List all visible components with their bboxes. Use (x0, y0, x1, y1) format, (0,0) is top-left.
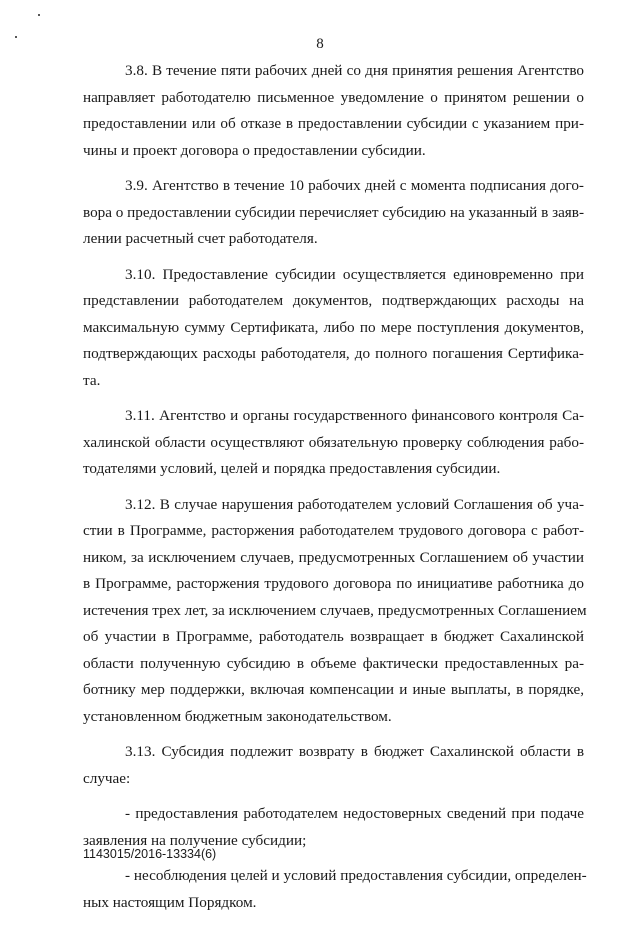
text-line: ником, за исключением случаев, предусмотренных Соглашением об участии (83, 548, 584, 566)
text-line: предоставлении или об отказе в предоставлении субсидии с указанием при- (83, 115, 584, 132)
text-line: 3.8. В течение пяти рабочих дней со дня принятия решения Агентство (125, 62, 584, 79)
paragraph (83, 262, 584, 395)
paragraph (83, 739, 584, 792)
text-line: направляет работодателю письменное уведомление о принятом решении о (83, 88, 584, 106)
page-number: 8 (316, 36, 324, 52)
text-line: 3.12. В случае нарушения работодателем условий Соглашения об уча- (125, 495, 584, 513)
text-line: стии в Программе, расторжения работодателем трудового договора с работ- (83, 522, 584, 539)
scan-speck (38, 14, 40, 16)
text-line: 3.10. Предоставление субсидии осуществляется единовременно при (125, 265, 584, 283)
text-line: 3.11. Агентство и органы государственного финансового контроля Са- (125, 407, 584, 424)
text-line: тодателями условий, целей и порядка предоставления субсидии. (83, 460, 501, 477)
text-line: подтверждающих расходы работодателя, до полного погашения Сертифика- (83, 345, 584, 362)
text-line: - предоставления работодателем недостоверных сведений при подаче (125, 805, 584, 822)
text-line: ботнику мер поддержки, включая компенсации и иные выплаты, в порядке, (83, 681, 584, 698)
paragraph (83, 863, 587, 916)
document-code: 1143015/2016-13334(6) (83, 847, 217, 861)
text-line: та. (83, 371, 101, 389)
text-line: истечения трех лет, за исключением случаев, предусмотренных Соглашением (83, 601, 587, 619)
text-line: максимальную сумму Сертификата, либо по мере поступления документов, (83, 318, 584, 336)
paragraph (83, 173, 584, 253)
text-line: заявления на получение субсидии; (83, 831, 307, 849)
paragraph (83, 403, 584, 483)
text-line: установленном бюджетным законодательством. (83, 707, 392, 725)
text-line: об участии в Программе, работодатель возвращает в бюджет Сахалинской (83, 628, 584, 645)
text-line: в Программе, расторжения трудового договора по инициативе работника до (83, 575, 584, 592)
text-line: случае: (83, 769, 131, 787)
text-line: лении расчетный счет работодателя. (83, 230, 318, 247)
text-line: 3.13. Субсидия подлежит возврату в бюджет Сахалинской области в (125, 743, 584, 760)
text-line: чины и проект договора о предоставлении субсидии. (83, 141, 426, 159)
text-line: халинской области осуществляют обязательную проверку соблюдения рабо- (83, 433, 584, 451)
paragraph (83, 492, 587, 731)
text-line: - несоблюдения целей и условий предоставления субсидии, определен- (125, 867, 587, 884)
paragraph (83, 58, 584, 164)
text-line: ных настоящим Порядком. (83, 893, 257, 911)
text-line: представлении работодателем документов, подтверждающих расходы на (83, 292, 584, 309)
text-line: вора о предоставлении субсидии перечисляет субсидию на указанный в заяв- (83, 203, 585, 221)
text-line: 3.9. Агентство в течение 10 рабочих дней с момента подписания дого- (125, 177, 584, 194)
document-body (83, 58, 587, 925)
text-line: области полученную субсидию в объеме фактически предоставленных ра- (83, 654, 584, 672)
